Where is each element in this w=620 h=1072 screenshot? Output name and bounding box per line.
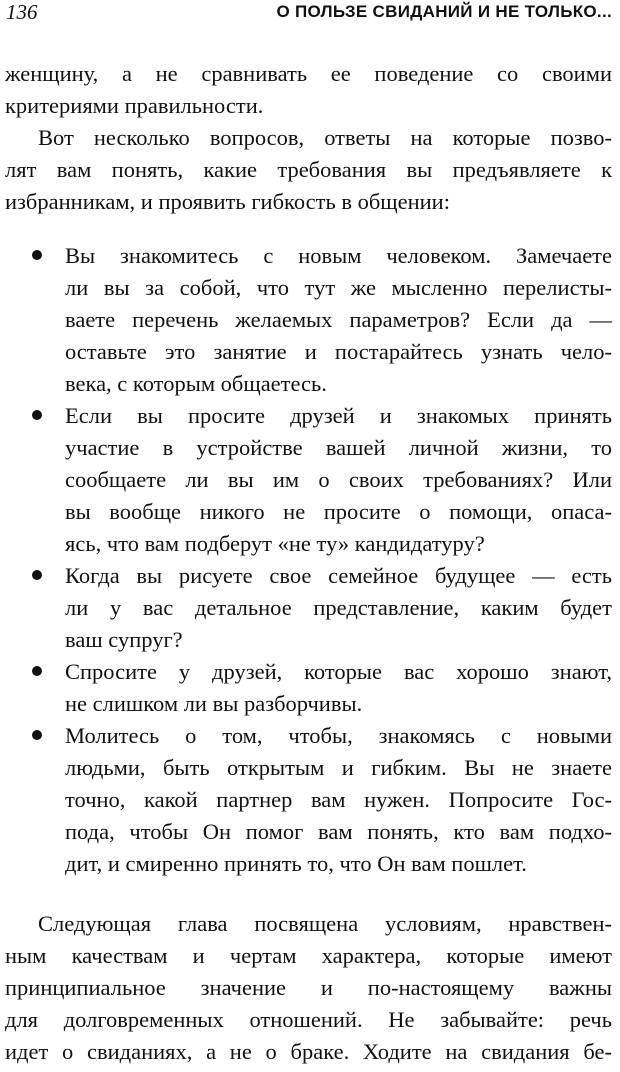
bullet-line: участие в устройстве вашей личной жизни, то	[65, 435, 612, 460]
bullet-line: не слишком ли вы разборчивы.	[65, 691, 363, 716]
bullet-line: ваш супруг?	[65, 627, 183, 652]
bullet-icon	[32, 410, 42, 420]
closing-line: ным качествам и чертам характера, которые имеют	[5, 943, 612, 968]
intro-line: женщину, а не сравнивать ее поведение со своими	[5, 61, 612, 86]
bullet-line: века, с которым общаетесь.	[65, 371, 327, 396]
bullet-line: пода, чтобы Он помог вам понять, кто вам подхо-	[65, 819, 612, 844]
page-header	[6, 0, 612, 30]
bullet-line: сообщаете ли вы им о своих требованиях? Или	[65, 467, 612, 492]
bullet-line: Когда вы рисуете свое семейное будущее — есть	[65, 563, 612, 588]
bullet-line: точно, какой партнер вам нужен. Попросите Гос-	[65, 787, 612, 812]
bullet-icon	[32, 250, 42, 260]
question-intro-line: лят вам понять, какие требования вы предъявляете к	[5, 157, 612, 182]
bullet-icon	[32, 666, 42, 676]
bullet-line: ваете перечень желаемых параметров? Если да —	[65, 307, 612, 332]
closing-line: для долговременных отношений. Не забывайте: речь	[5, 1007, 612, 1032]
bullet-line: Молитесь о том, чтобы, знакомясь с новыми	[65, 723, 612, 748]
intro-line: критериями правильности.	[5, 93, 264, 118]
bullet-line: Если вы просите друзей и знакомых принять	[65, 403, 612, 428]
bullet-line: ли вы за собой, что тут же мысленно перелисты-	[65, 275, 612, 300]
question-intro-line: Вот несколько вопросов, ответы на которые позво-	[38, 125, 612, 150]
page-number: 136	[6, 0, 38, 24]
bullet-line: людьми, быть открытым и гибким. Вы не знаете	[65, 755, 612, 780]
bullet-line: Вы знакомитесь с новым человеком. Замечаете	[65, 243, 612, 268]
bullet-icon	[32, 570, 42, 580]
bullet-line: оставьте это занятие и постарайтесь узнать чело-	[65, 339, 612, 364]
bullet-line: ли у вас детальное представление, каким будет	[65, 595, 612, 620]
question-intro-line: избранникам, и проявить гибкость в общении:	[5, 189, 450, 214]
closing-line: идет о свиданиях, а не о браке. Ходите на свидания бе-	[5, 1039, 612, 1064]
bullet-line: Спросите у друзей, которые вас хорошо знают,	[65, 659, 612, 684]
bullet-icon	[32, 730, 42, 740]
running-title: О ПОЛЬЗЕ СВИДАНИЙ И НЕ ТОЛЬКО...	[276, 2, 612, 21]
bullet-line: ясь, что вам подберут «не ту» кандидатуру?	[65, 531, 485, 556]
closing-line: Следующая глава посвящена условиям, нравствен-	[38, 911, 612, 936]
bullet-line: вы вообще никого не просите о помощи, опаса-	[65, 499, 612, 524]
bullet-line: дит, и смиренно принять то, что Он вам пошлет.	[65, 851, 527, 876]
closing-line: принципиальное значение и по-настоящему важны	[5, 975, 612, 1000]
